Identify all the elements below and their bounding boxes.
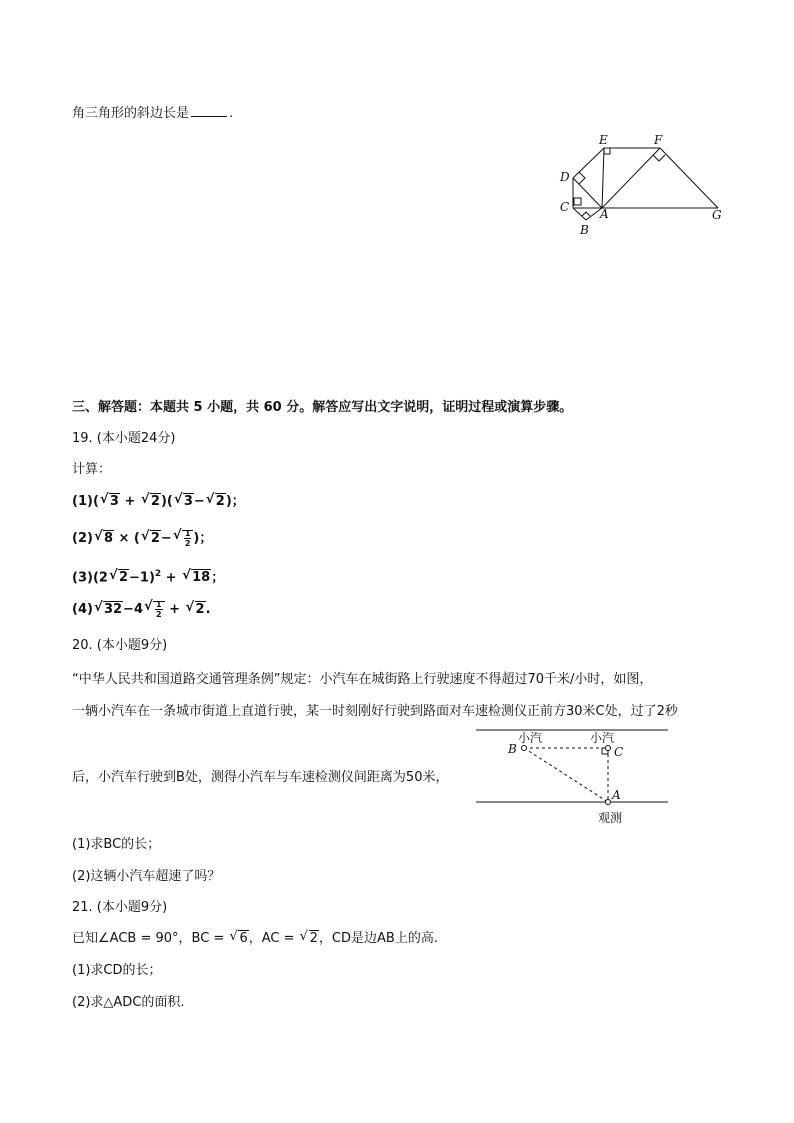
q18-tail-text [72, 104, 233, 123]
fig-seg-AE [602, 148, 604, 208]
q19-p1-end: ； [231, 494, 245, 509]
q19-p1-label: (1) [72, 494, 93, 509]
denominator: 2 [184, 539, 191, 548]
sqrt-2 [300, 930, 319, 948]
fig-label-C: C [560, 200, 570, 214]
q19-p3-label: (3) [72, 570, 93, 586]
fig-right-angle-D [579, 172, 585, 184]
q21-header: 21. (本小题9分) [72, 900, 168, 915]
q20-header: 20. (本小题9分) [72, 638, 168, 653]
q21-given-mid: ，AC = [248, 931, 299, 946]
fig-seg-AF [602, 148, 660, 208]
q21-given [72, 930, 438, 948]
denominator: 2 [155, 610, 162, 619]
exponent-2: 2 [154, 569, 162, 579]
point-C [606, 746, 611, 751]
sqrt-2 [141, 530, 161, 548]
sqrt-32 [94, 601, 123, 619]
fig-label-E: E [599, 133, 608, 147]
seg-BA [524, 748, 608, 802]
q21-given-suffix: ，CD是边AB上的高. [318, 931, 438, 946]
coefficient-4: 4 [133, 602, 143, 617]
fraction-half [155, 600, 163, 619]
radicand: 8 [103, 531, 113, 546]
fig-right-angle-B [582, 212, 590, 216]
q20-part-1: (1)求BC的长； [72, 837, 161, 852]
q19-p2-end: ； [199, 531, 213, 546]
sqrt-2 [141, 493, 161, 511]
q19-part-4: (4)√ 32−4 √ $\frac{1}{2}$ + √ 2. [72, 600, 211, 619]
label-A: A [612, 788, 621, 802]
sqrt-3 [100, 493, 120, 511]
fig-label-F: F [654, 133, 663, 147]
fig-label-A: A [600, 207, 609, 221]
radicand: 2 [150, 494, 160, 509]
q20-part-2: (2)这辆小汽车超速了吗？ [72, 869, 221, 884]
label-car-right: 小汽 [590, 731, 615, 745]
point-A [606, 800, 611, 805]
fig-right-angle-F [653, 155, 665, 161]
radicand: 2 [195, 602, 205, 617]
radicand: 32 [103, 602, 123, 617]
fig-right-angle-C [574, 198, 581, 205]
radicand: 3 [109, 494, 119, 509]
q21-part-1: (1)求CD的长； [72, 963, 162, 978]
numerator: √ 1 [155, 600, 162, 609]
sqrt-18 [182, 569, 211, 587]
q19-intro: 计算： [72, 462, 112, 477]
q18-tail-end: . [229, 106, 234, 121]
q21-given-prefix: 已知∠ACB = 90°，BC = [72, 931, 229, 946]
answer-blank [191, 104, 227, 117]
q20-line-3: 后，小汽车行驶到B处，测得小汽车与车速检测仪间距离为50米， [72, 770, 449, 785]
sqrt-2 [186, 601, 206, 619]
q19-part-1: (1)(√ 3 + √ 2)(√ 3−√ 2)； [72, 493, 245, 511]
fig-right-angle-E [604, 148, 610, 154]
label-observe: 观测 [598, 811, 623, 825]
minus-1: −1 [128, 570, 149, 586]
radicand: 2 [309, 931, 318, 946]
fig-seg-DA [573, 178, 602, 208]
sqrt-half [144, 600, 165, 619]
q19-header: 19. (本小题24分) [72, 431, 176, 446]
sqrt-3 [174, 493, 194, 511]
q19-p4-end: . [205, 602, 211, 617]
q18-tail-text-content: 角三角形的斜边长是 [72, 106, 190, 121]
sqrt-2 [109, 569, 129, 587]
fig-label-G: G [712, 208, 722, 222]
q19-p2-label: (2) [72, 531, 93, 546]
fig-seg-FG [660, 148, 718, 208]
radicand: 3 [183, 494, 193, 509]
q19-part-3: (3)(2√ 2−1)$^2$ + √ 18； [72, 565, 224, 587]
section-3-header: 三、解答题：本题共 5 小题，共 60 分。解答应写出文字说明，证明过程或演算步骤。 [72, 400, 573, 415]
radicand [153, 601, 165, 617]
q18-figure [556, 128, 736, 240]
point-B [522, 746, 527, 751]
radicand: 2 [150, 531, 160, 546]
q20-figure [472, 724, 672, 830]
fraction-half [184, 529, 192, 548]
q21-part-2: (2)求△ADC的面积. [72, 995, 185, 1010]
q20-line-2: 一辆小汽车在一条城市街道上直道行驶，某一时刻刚好行驶到路面对车速检测仪正前方30米C处，过了2秒 [72, 704, 678, 719]
radicand: 18 [192, 570, 211, 586]
fig-label-D: D [560, 170, 570, 184]
q20-line-1: “中华人民共和国道路交通管理条例”规定：小汽车在城街路上行驶速度不得超过70千米/小时，如图， [72, 672, 653, 687]
fig-label-B: B [580, 223, 589, 237]
q19-p3-end: ； [211, 570, 225, 586]
label-C: C [614, 745, 624, 759]
fig-seg-DE [573, 148, 604, 178]
q19-part-2: (2)√ 8 × (√ 2− √ $\frac{1}{2}$ )； [72, 529, 212, 548]
radicand [182, 530, 194, 546]
radicand: 2 [118, 570, 128, 586]
radicand: 6 [239, 931, 248, 946]
label-car-left: 小汽 [518, 731, 543, 745]
sqrt-6 [229, 930, 248, 948]
sqrt-2 [206, 493, 226, 511]
sqrt-8 [94, 530, 114, 548]
q19-p4-label: (4) [72, 602, 93, 617]
coefficient-2: 2 [98, 570, 108, 586]
label-B: B [508, 742, 517, 756]
sqrt-half [173, 529, 194, 548]
numerator: √ 1 [184, 529, 191, 538]
radicand: 2 [215, 494, 225, 509]
